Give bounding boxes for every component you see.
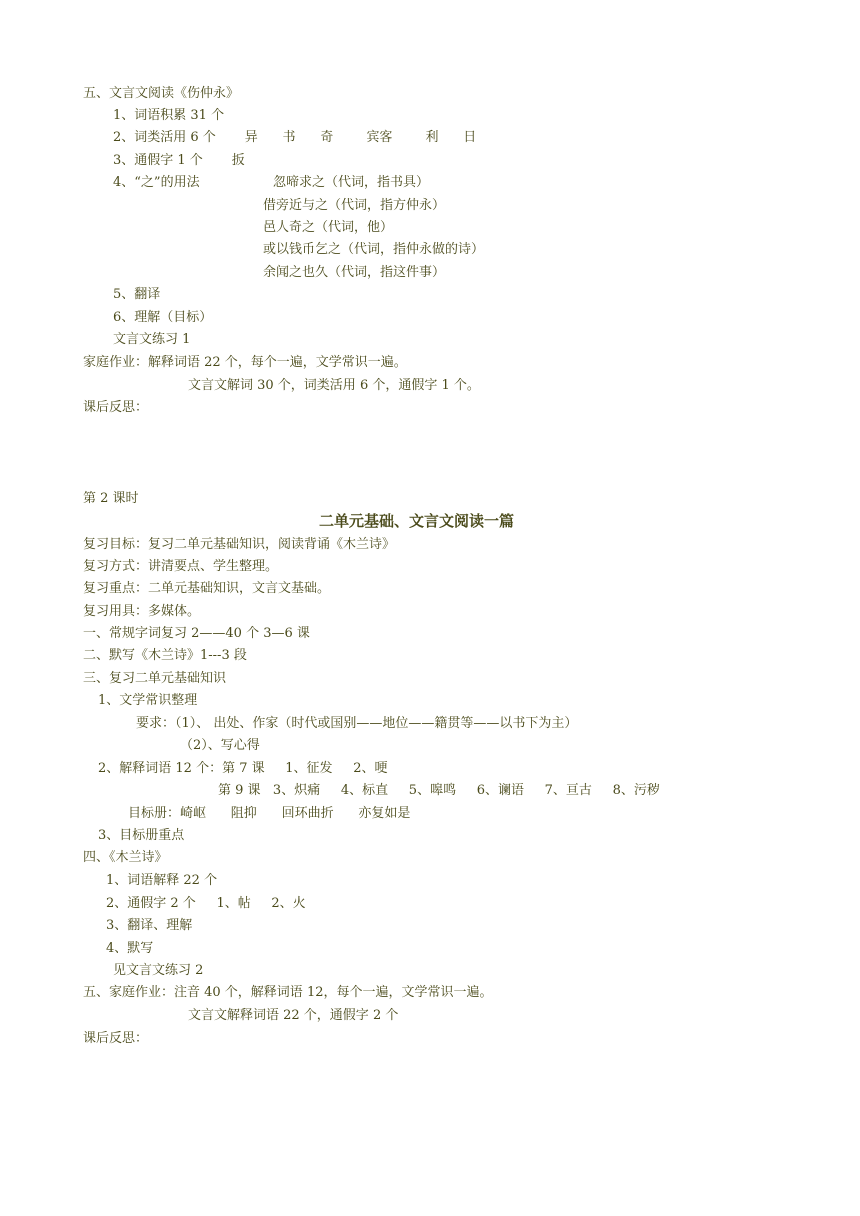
review-focus: 复习重点：二单元基础知识，文言文基础。	[83, 581, 331, 596]
homework-1-cont: 文言文解词 30 个，词类活用 6 个，通假字 1 个。	[188, 378, 480, 393]
item-tongjia-2: 2、通假字 2 个 1、帖 2、火	[106, 896, 306, 911]
zhi-example-4: 或以钱币乞之（代词，指仲永做的诗）	[263, 242, 485, 257]
item-zhi-usage: 4、“之”的用法	[113, 175, 200, 190]
section-4-heading: 四、《木兰诗》	[83, 850, 168, 865]
exercise-ref-1: 文言文练习 1	[113, 332, 191, 347]
zhi-example-3: 邑人奇之（代词，他）	[263, 220, 394, 235]
item-dictation: 4、默写	[106, 941, 154, 956]
lesson-9-words: 第 9 课 3、炽痛 4、标直 5、嗥鸣 6、谰语 7、亘古 8、污秽	[218, 783, 660, 798]
section-3-heading: 三、复习二单元基础知识	[83, 671, 227, 686]
item-translate-understand: 3、翻译、理解	[106, 918, 193, 933]
item-translation: 5、翻译	[113, 287, 161, 302]
reflection-2: 课后反思：	[83, 1031, 149, 1046]
item-word-class-usage: 2、词类活用 6 个 异 书 奇 宾客 利 日	[113, 130, 477, 145]
section-5-heading: 五、文言文阅读《伤仲永》	[83, 86, 240, 101]
review-goal: 复习目标：复习二单元基础知识，阅读背诵《木兰诗》	[83, 537, 396, 552]
zhi-example-2: 借旁近与之（代词，指方仲永）	[263, 198, 446, 213]
target-book-words: 目标册：崎岖 阻抑 回环曲折 亦复如是	[128, 806, 411, 821]
zhi-example-5: 余闻之也久（代词，指这件事）	[263, 265, 446, 280]
homework-1: 家庭作业：解释词语 22 个，每个一遍，文学常识一遍。	[83, 355, 407, 370]
review-method: 复习方式：讲清要点、学生整理。	[83, 559, 279, 574]
item-word-explain-12: 2、解释词语 12 个：第 7 课 1、征发 2、哽	[98, 761, 388, 776]
item-word-explain-22: 1、词语解释 22 个	[106, 873, 218, 888]
homework-2-cont: 文言文解释词语 22 个，通假字 2 个	[188, 1008, 399, 1023]
lesson-2-label: 第 2 课时	[83, 491, 139, 506]
requirement-2: （2）、写心得	[180, 738, 260, 753]
section-1-heading: 一、常规字词复习 2——40 个 3—6 课	[83, 626, 310, 641]
item-vocab-31: 1、词语积累 31 个	[113, 108, 225, 123]
zhi-example-1: 忽啼求之（代词，指书具）	[273, 175, 430, 190]
reflection-1: 课后反思：	[83, 400, 149, 415]
lesson-2-title: 二单元基础、文言文阅读一篇	[319, 512, 515, 530]
requirement-1: 要求：（1）、 出处、作家（时代或国别——地位——籍贯等——以书下为主）	[136, 716, 578, 731]
item-target-book-focus: 3、目标册重点	[98, 828, 185, 843]
section-5-homework: 五、家庭作业：注音 40 个，解释词语 12，每个一遍，文学常识一遍。	[83, 985, 493, 1000]
exercise-ref-2: 见文言文练习 2	[113, 963, 204, 978]
item-understanding: 6、理解（目标）	[113, 310, 213, 325]
item-tongjia-1: 3、通假字 1 个 扳	[113, 153, 245, 168]
section-2-heading: 二、默写《木兰诗》1---3 段	[83, 648, 247, 663]
item-literary-knowledge: 1、文学常识整理	[98, 693, 198, 708]
review-tools: 复习用具：多媒体。	[83, 604, 201, 619]
